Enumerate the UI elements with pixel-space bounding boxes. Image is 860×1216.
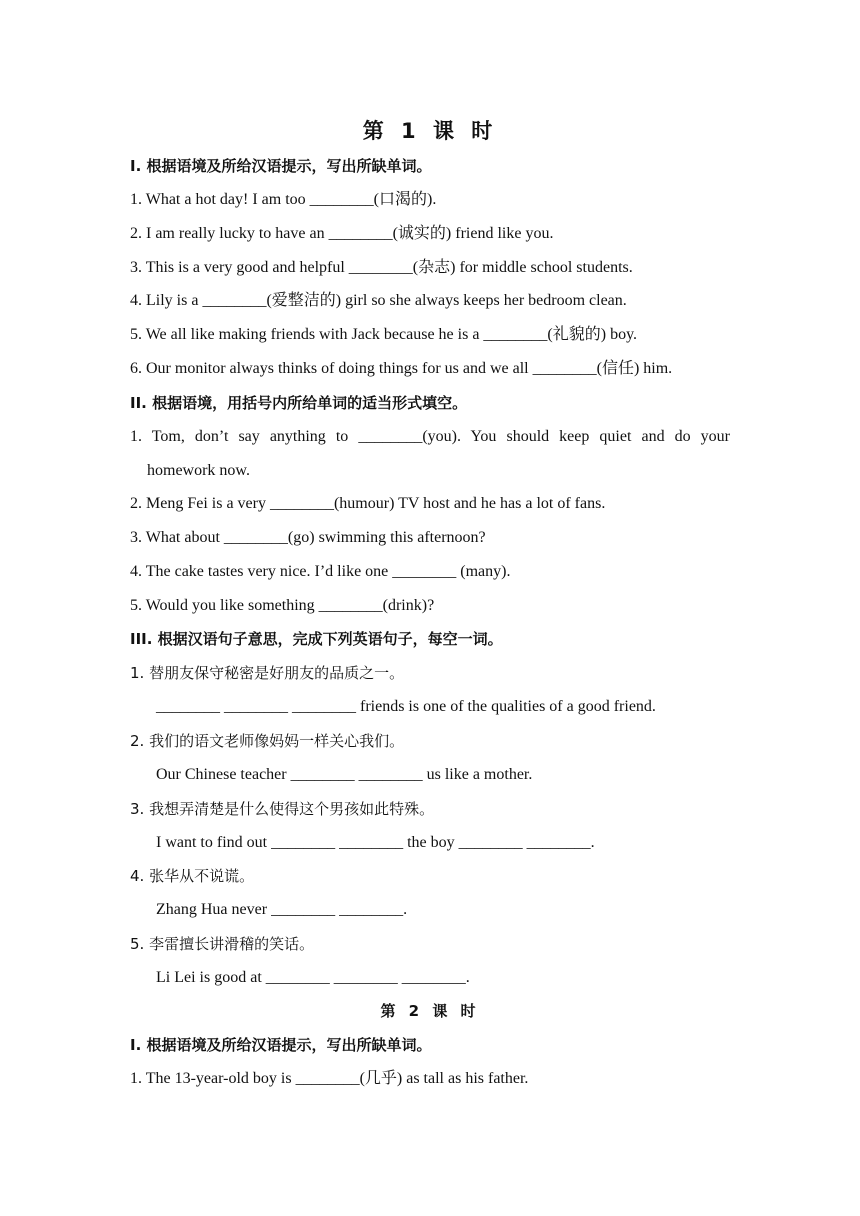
section-3-heading: III. 根据汉语句子意思，完成下列英语句子，每空一词。 [130, 630, 503, 648]
question-3-4-english: Zhang Hua never ________ ________. [156, 901, 408, 918]
lesson-2-title: 第 2 课 时 [380, 1002, 480, 1020]
section-1-heading: I. 根据语境及所给汉语提示，写出所缺单词。 [130, 157, 432, 175]
question-2-3: 3. What about ________(go) swimming this afternoon? [130, 529, 486, 546]
question-1-3: 3. This is a very good and helpful ________(杂志) for middle school students. [130, 259, 633, 276]
question-3-3-english: I want to find out ________ ________ the boy ________ ________. [156, 834, 595, 851]
question-3-2-chinese: 2. 我们的语文老师像妈妈一样关心我们。 [130, 732, 405, 750]
question-3-5-english: Li Lei is good at ________ ________ ________. [156, 969, 470, 986]
question-1-1: 1. What a hot day! I am too ________(口渴的). [130, 191, 437, 208]
question-2-1-line-2: homework now. [147, 462, 250, 479]
question-3-2-english: Our Chinese teacher ________ ________ us like a mother. [156, 766, 533, 783]
question-1-4: 4. Lily is a ________(爱整洁的) girl so she always keeps her bedroom clean. [130, 292, 627, 309]
question-2-4: 4. The cake tastes very nice. I’d like one ________ (many). [130, 563, 511, 580]
question-1-5: 5. We all like making friends with Jack because he is a ________(礼貌的) boy. [130, 326, 638, 343]
question-3-1-chinese: 1. 替朋友保守秘密是好朋友的品质之一。 [130, 664, 405, 682]
question-1-2: 2. I am really lucky to have an ________(诚实的) friend like you. [130, 225, 554, 242]
question-3-4-chinese: 4. 张华从不说谎。 [130, 867, 255, 885]
question-2-1-line-1: 1. Tom, don’t say anything to ________(you). You should keep quiet and do your [130, 428, 730, 445]
question-1-6: 6. Our monitor always thinks of doing things for us and we all ________(信任) him. [130, 360, 673, 377]
question-3-1-english: ________ ________ ________ friends is one of the qualities of a good friend. [156, 698, 656, 715]
question-3-5-chinese: 5. 李雷擅长讲滑稽的笑话。 [130, 935, 315, 953]
lesson-1-title: 第 1 课 时 [362, 119, 498, 143]
question-2-2: 2. Meng Fei is a very ________(humour) TV host and he has a lot of fans. [130, 495, 606, 512]
lesson-2-question-1-1: 1. The 13-year-old boy is ________(几乎) as tall as his father. [130, 1070, 529, 1087]
section-2-heading: II. 根据语境，用括号内所给单词的适当形式填空。 [130, 394, 468, 412]
question-2-5: 5. Would you like something ________(drink)? [130, 597, 435, 614]
question-3-3-chinese: 3. 我想弄清楚是什么使得这个男孩如此特殊。 [130, 800, 435, 818]
lesson-2-section-1-heading: I. 根据语境及所给汉语提示，写出所缺单词。 [130, 1036, 432, 1054]
